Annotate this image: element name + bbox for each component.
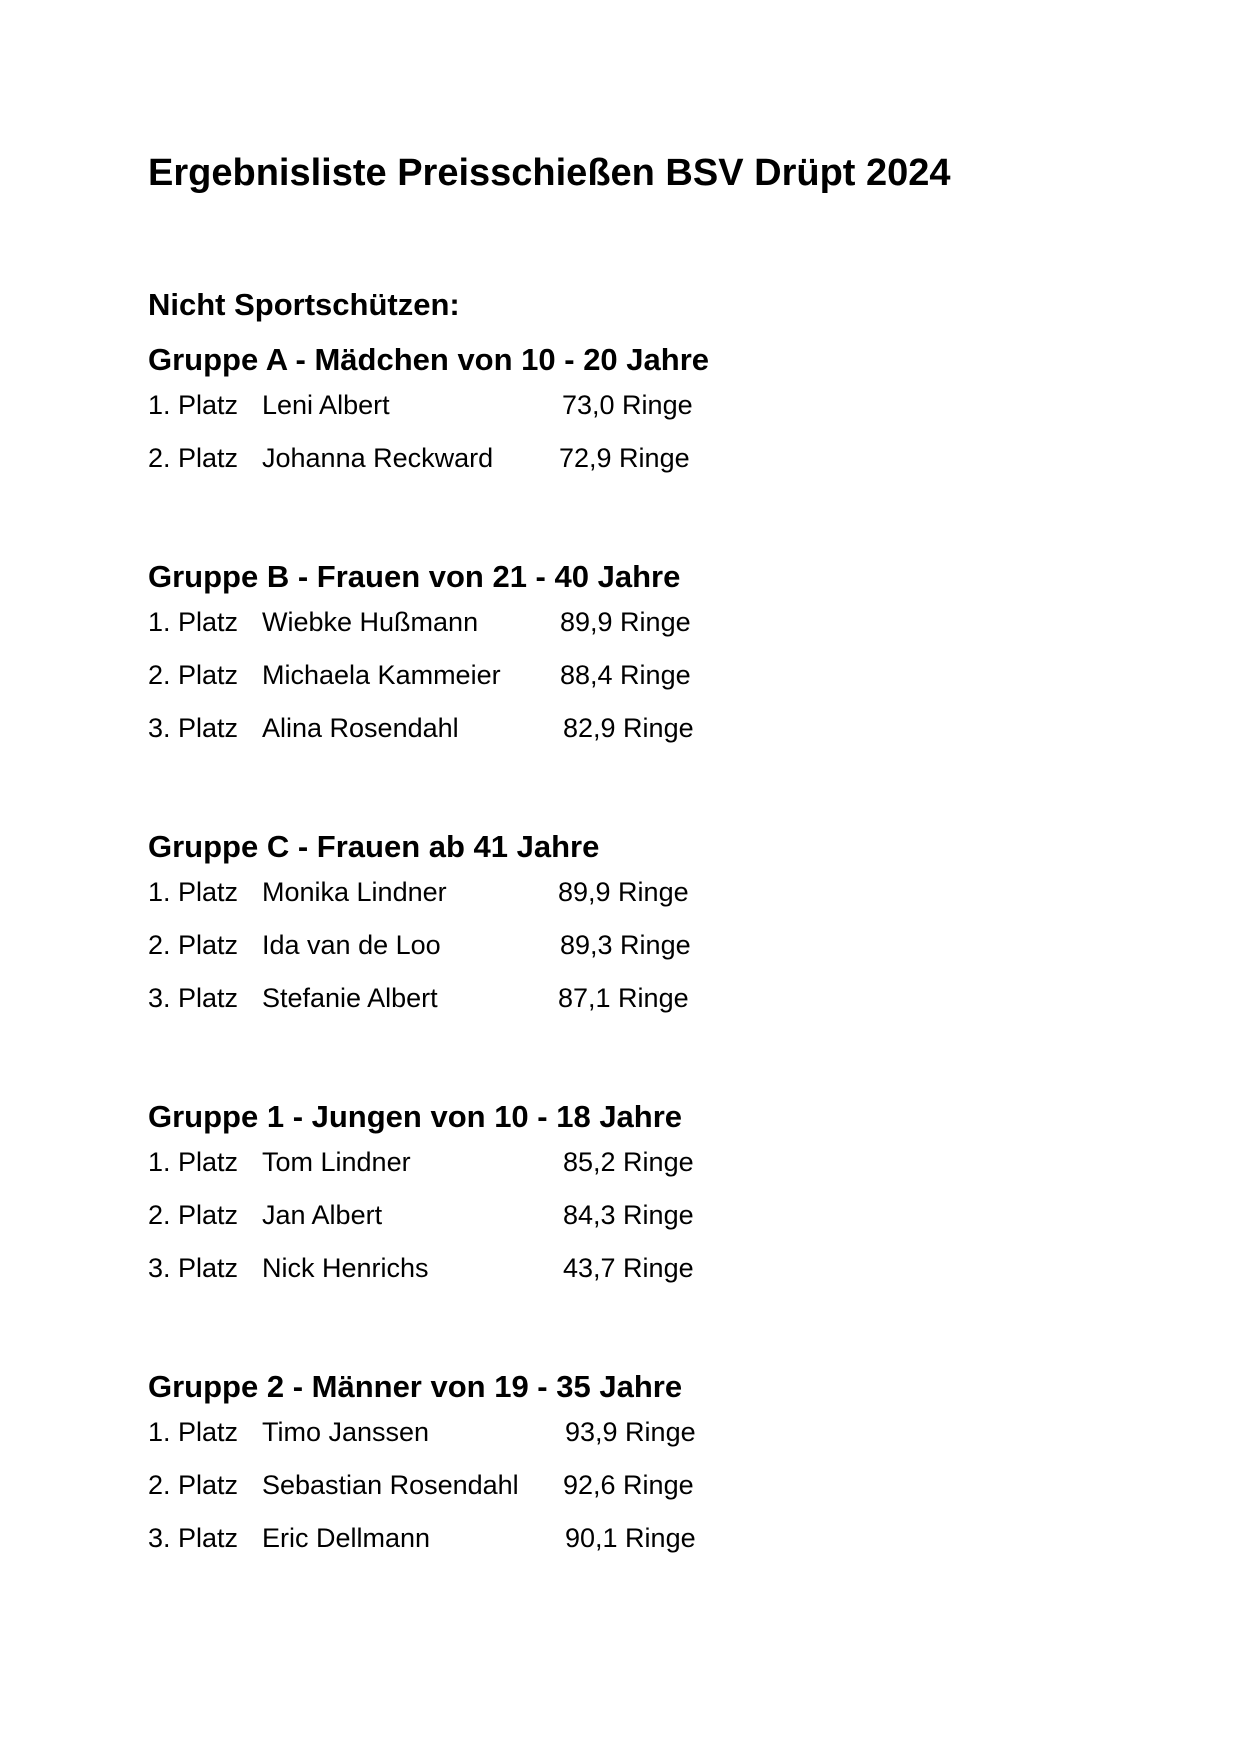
result-score: 88,4 Ringe xyxy=(560,660,691,690)
result-score: 90,1 Ringe xyxy=(565,1523,696,1553)
group-c xyxy=(148,828,1048,1035)
result-name: Alina Rosendahl xyxy=(262,713,459,743)
result-place: 1. Platz xyxy=(148,390,239,420)
result-name: Monika Lindner xyxy=(262,877,447,907)
result-name: Nick Henrichs xyxy=(262,1253,429,1283)
result-place: 3. Platz xyxy=(148,983,239,1013)
result-name: Leni Albert xyxy=(262,390,390,420)
result-name: Tom Lindner xyxy=(262,1147,411,1177)
result-row xyxy=(148,659,1048,712)
result-row xyxy=(148,1199,1048,1252)
result-name: Michaela Kammeier xyxy=(262,660,501,690)
result-row xyxy=(148,712,1048,765)
result-score: 87,1 Ringe xyxy=(558,983,689,1013)
result-name: Timo Janssen xyxy=(262,1417,430,1447)
result-place: 1. Platz xyxy=(148,1417,239,1447)
result-score: 92,6 Ringe xyxy=(563,1470,694,1500)
result-name: Wiebke Hußmann xyxy=(262,607,479,637)
group-heading: Gruppe 1 - Jungen von 10 - 18 Jahre xyxy=(148,1099,683,1134)
result-place: 2. Platz xyxy=(148,660,239,690)
result-name: Jan Albert xyxy=(262,1200,383,1230)
result-score: 89,9 Ringe xyxy=(560,607,691,637)
result-score: 84,3 Ringe xyxy=(563,1200,694,1230)
group-b xyxy=(148,558,1048,765)
result-row xyxy=(148,1416,1048,1469)
result-place: 2. Platz xyxy=(148,1200,239,1230)
result-place: 2. Platz xyxy=(148,443,239,473)
group-heading: Gruppe 2 - Männer von 19 - 35 Jahre xyxy=(148,1369,683,1404)
result-name: Johanna Reckward xyxy=(262,443,494,473)
result-score: 89,9 Ringe xyxy=(558,877,689,907)
result-name: Sebastian Rosendahl xyxy=(262,1470,519,1500)
group-heading: Gruppe B - Frauen von 21 - 40 Jahre xyxy=(148,559,681,594)
result-name: Stefanie Albert xyxy=(262,983,438,1013)
result-score: 73,0 Ringe xyxy=(562,390,693,420)
result-score: 93,9 Ringe xyxy=(565,1417,696,1447)
result-name: Ida van de Loo xyxy=(262,930,441,960)
section-subtitle: Nicht Sportschützen: xyxy=(148,287,460,322)
group-2 xyxy=(148,1368,1048,1575)
result-place: 3. Platz xyxy=(148,1253,239,1283)
result-place: 2. Platz xyxy=(148,1470,239,1500)
result-row xyxy=(148,929,1048,982)
result-place: 1. Platz xyxy=(148,877,239,907)
result-name: Eric Dellmann xyxy=(262,1523,431,1553)
result-score: 43,7 Ringe xyxy=(563,1253,694,1283)
result-row xyxy=(148,442,1048,495)
result-row xyxy=(148,1522,1048,1575)
result-row xyxy=(148,982,1048,1035)
group-a xyxy=(148,341,1048,495)
result-row xyxy=(148,876,1048,929)
group-1 xyxy=(148,1098,1048,1305)
result-score: 85,2 Ringe xyxy=(563,1147,694,1177)
group-heading: Gruppe A - Mädchen von 10 - 20 Jahre xyxy=(148,342,710,377)
result-row xyxy=(148,606,1048,659)
result-score: 72,9 Ringe xyxy=(559,443,690,473)
group-heading: Gruppe C - Frauen ab 41 Jahre xyxy=(148,829,600,864)
page-title: Ergebnisliste Preisschießen BSV Drüpt 2024 xyxy=(148,152,951,194)
result-row xyxy=(148,389,1048,442)
result-place: 2. Platz xyxy=(148,930,239,960)
result-place: 1. Platz xyxy=(148,607,239,637)
result-score: 89,3 Ringe xyxy=(560,930,691,960)
result-place: 3. Platz xyxy=(148,1523,239,1553)
result-row xyxy=(148,1146,1048,1199)
result-score: 82,9 Ringe xyxy=(563,713,694,743)
result-place: 1. Platz xyxy=(148,1147,239,1177)
result-row xyxy=(148,1252,1048,1305)
result-row xyxy=(148,1469,1048,1522)
result-place: 3. Platz xyxy=(148,713,239,743)
